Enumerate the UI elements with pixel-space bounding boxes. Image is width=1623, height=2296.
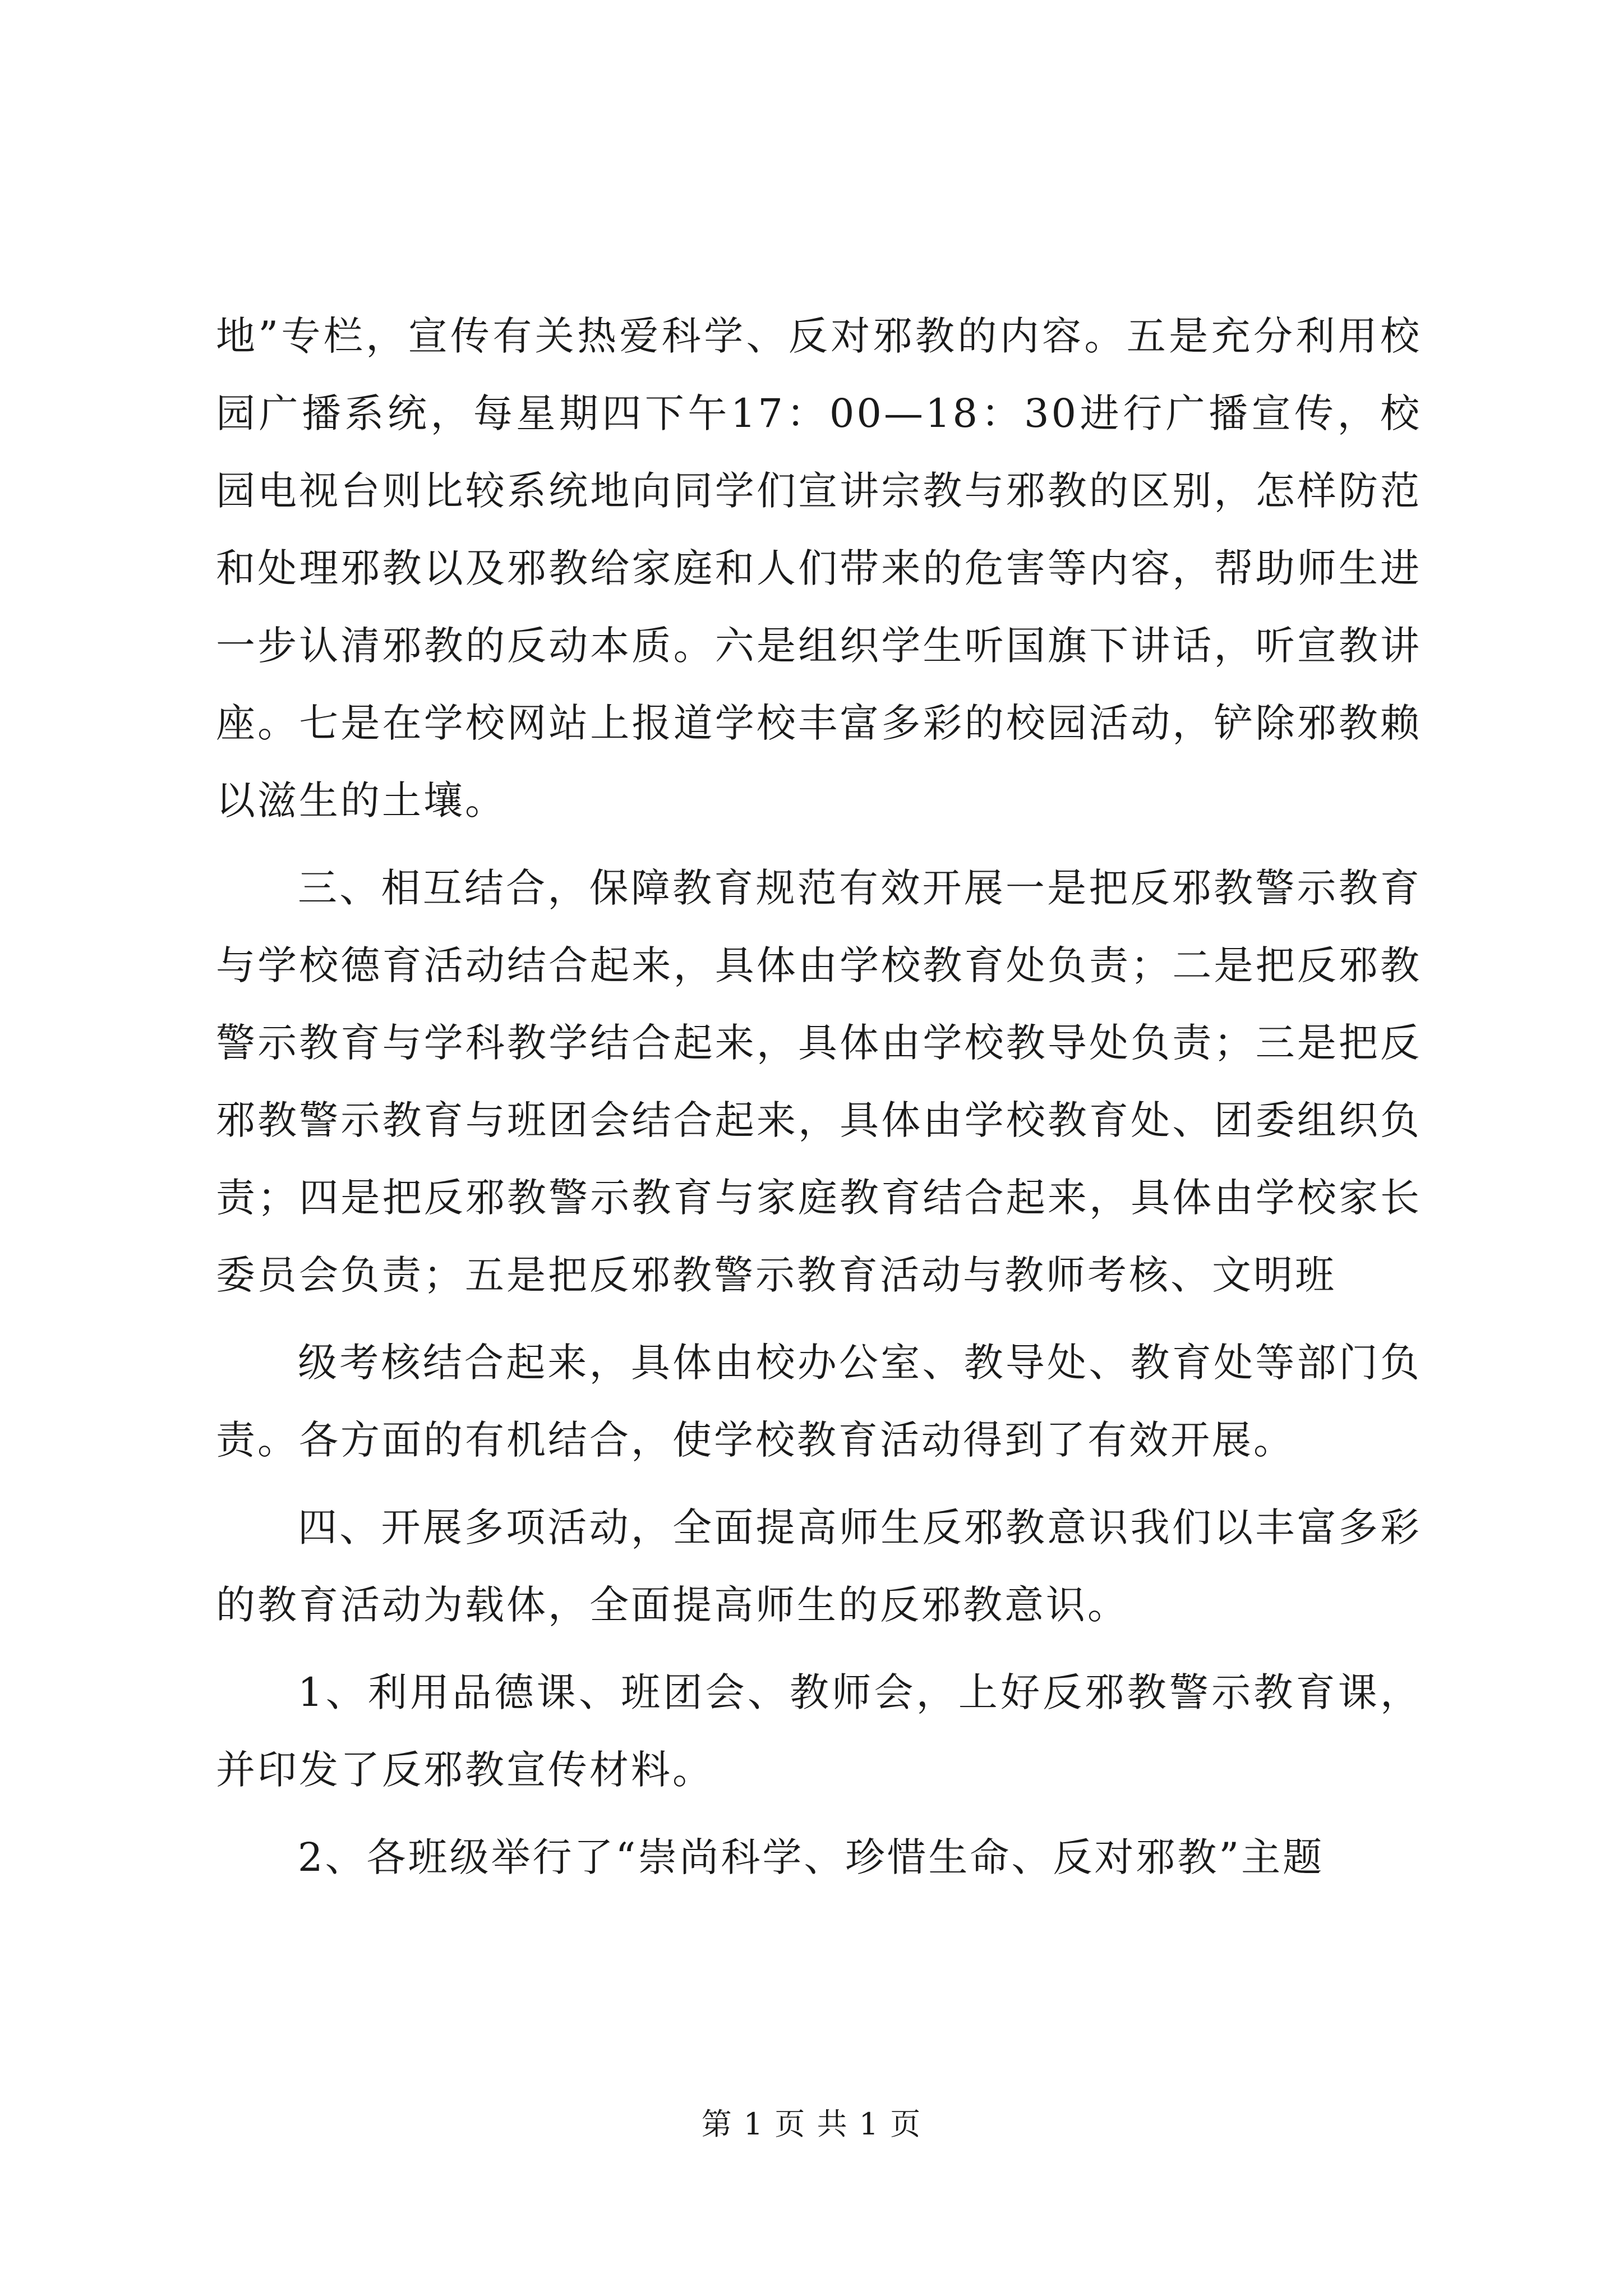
page-footer: 第 1 页 共 1 页 xyxy=(701,2106,922,2142)
document-body xyxy=(216,297,1422,1896)
paragraph-2: 三、相互结合，保障教育规范有效开展一是把反邪教警示教育与学校德育活动结合起来，具体由学校教育处负责；二是把反邪教警示教育与学科教学结合起来，具体由学校教导处负责；三是把反邪教警示教育与班团会结合起来，具体由学校教育处、团委组织负责；四是把反邪教警示教育与家庭教育结合起来，具体由学校家长委员会负责；五是把反邪教警示教育活动与教师考核、文明班 xyxy=(216,865,1422,1298)
paragraph-5: 1、利用品德课、班团会、教师会，上好反邪教警示教育课，并印发了反邪教宣传材料。 xyxy=(216,1669,1422,1793)
paragraph-3: 级考核结合起来，具体由校办公室、教导处、教育处等部门负责。各方面的有机结合，使学校教育活动得到了有效开展。 xyxy=(216,1340,1422,1463)
paragraph-4: 四、开展多项活动，全面提高师生反邪教意识我们以丰富多彩的教育活动为载体，全面提高师生的反邪教意识。 xyxy=(216,1504,1422,1628)
paragraph-6: 2、各班级举行了“崇尚科学、珍惜生命、反对邪教”主题 xyxy=(298,1834,1325,1880)
paragraph-1: 地”专栏，宣传有关热爱科学、反对邪教的内容。五是充分利用校园广播系统，每星期四下午17：00—18：30进行广播宣传，校园电视台则比较系统地向同学们宣讲宗教与邪教的区别，怎样防范和处理邪教以及邪教给家庭和人们带来的危害等内容，帮助师生进一步认清邪教的反动本质。六是组织学生听国旗下讲话，听宣教讲座。七是在学校网站上报道学校丰富多彩的校园活动，铲除邪教赖以滋生的土壤。 xyxy=(216,313,1422,823)
